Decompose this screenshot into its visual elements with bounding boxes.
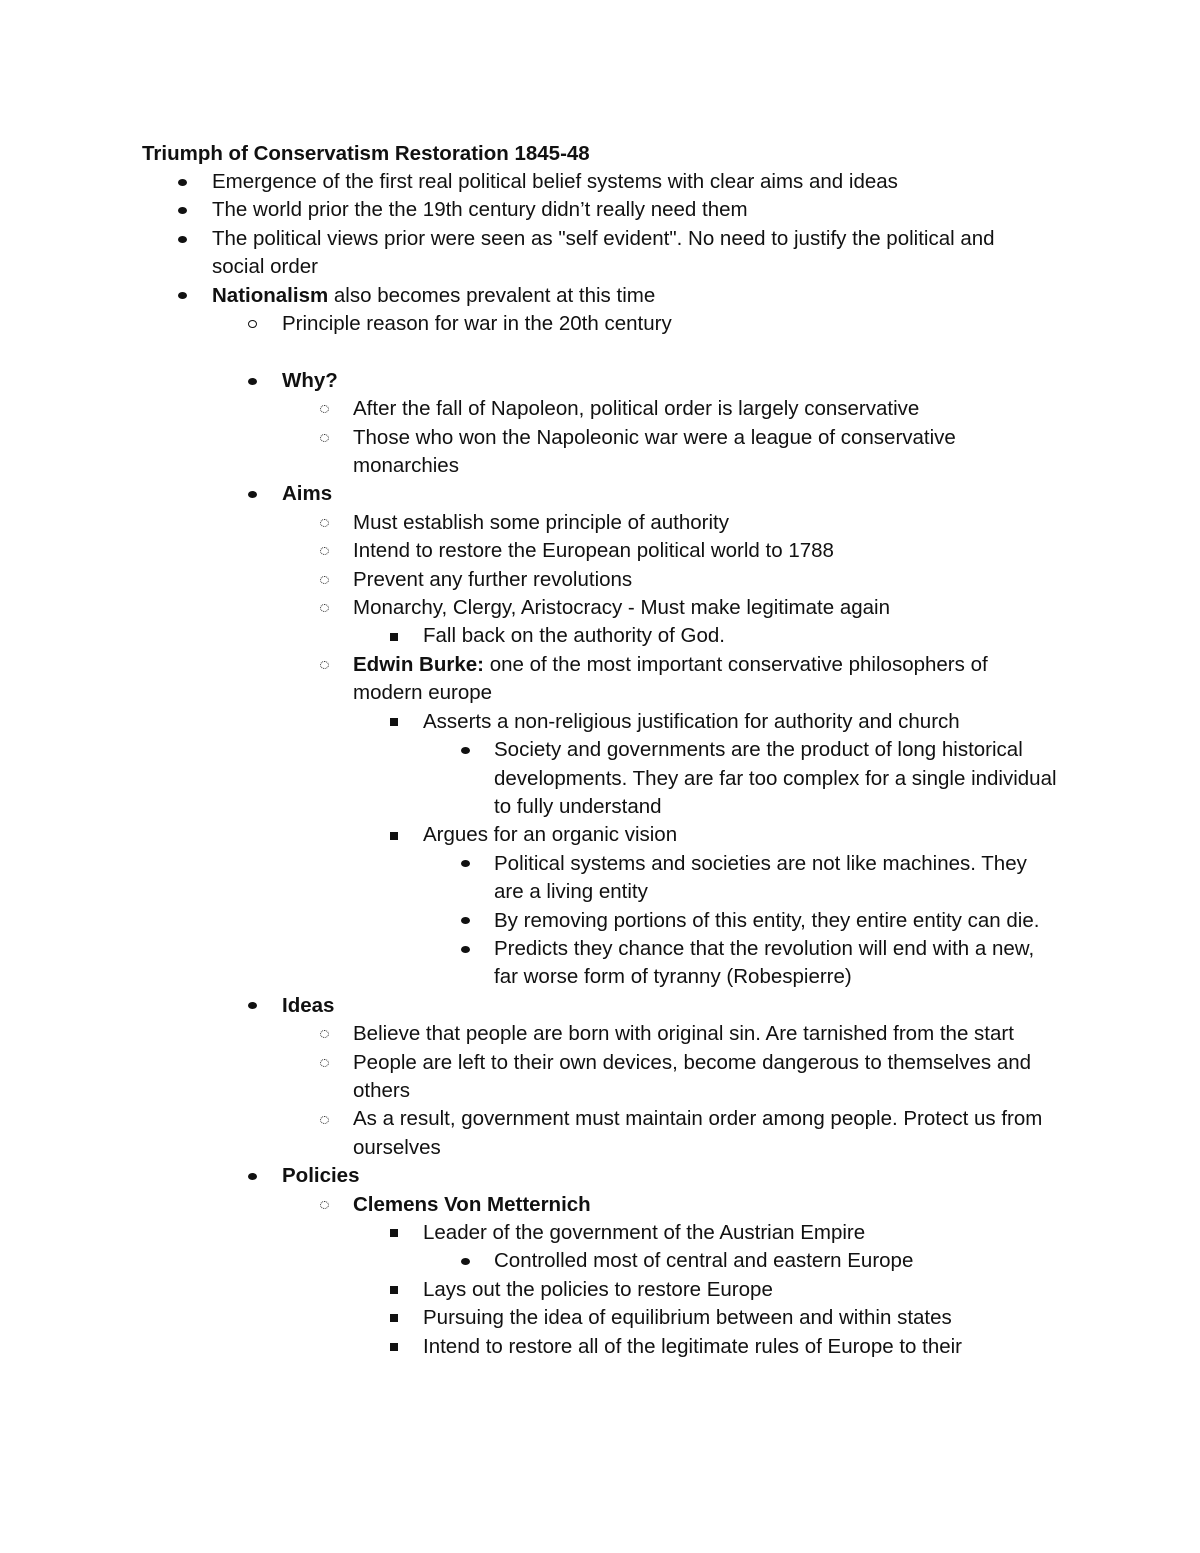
list-item [0,225,1042,282]
bullet-dotted-circle-icon [317,395,331,423]
list-item-heading: Why? [282,368,338,392]
list-item [0,594,1053,622]
list-item [0,566,1053,594]
list-item [0,282,1042,310]
list-item [0,1304,1053,1332]
list-item-text: As a result, government must maintain order among people. Protect us from ourselves [353,1107,1043,1159]
list-item-heading: Policies [282,1164,360,1188]
bullet-dotted-circle-icon [317,537,331,565]
bullet-dotted-circle-icon [317,1105,331,1133]
list-item-text: Those who won the Napoleonic war were a league of conservative monarchies [353,425,956,478]
list-item [0,395,1053,423]
list-item [0,850,1059,907]
list-item-text: one of the most important conservative philosophers of modern europe [353,652,988,705]
list-item-heading: Edwin Burke: [353,652,484,676]
list-item-text: People are left to their own devices, become dangerous to themselves and others [353,1050,1032,1102]
bullet-square-icon [387,1219,401,1247]
bullet-disc-icon [458,1247,472,1275]
list-item [0,1219,1053,1247]
bullet-disc-icon [458,907,472,935]
bullet-square-icon [387,622,401,650]
list-item-text: By removing portions of this entity, they entire entity can die. [494,908,1040,932]
list-item [0,736,1059,821]
bullet-square-icon [387,821,401,849]
list-item [0,537,1053,565]
bullet-dotted-circle-icon [317,1191,331,1219]
list-item-text: Predicts they chance that the revolution will end with a new, far worse form of tyranny (Robespierre) [494,936,1035,989]
list-item-text: Asserts a non-religious justification for authority and church [423,709,960,733]
bullet-dotted-circle-icon [317,594,331,622]
bullet-square-icon [387,1333,401,1361]
list-item-text: Monarchy, Clergy, Aristocracy - Must make legitimate again [353,596,890,620]
list-item-text: Believe that people are born with original sin. Are tarnished from the start [353,1022,1014,1046]
list-item-text: Pursuing the idea of equilibrium between and within states [423,1306,952,1330]
list-item [0,651,1053,708]
list-item-text: Political systems and societies are not like machines. They are a living entity [494,851,1027,904]
list-item [0,310,1042,338]
list-item-text: Intend to restore the European political world to 1788 [353,539,834,563]
list-item-text: Controlled most of central and eastern Europe [494,1249,914,1273]
list-item [0,622,1053,650]
bullet-dotted-circle-icon [317,424,331,452]
bullet-disc-icon [245,992,259,1020]
list-item-text: Fall back on the authority of God. [423,624,725,648]
bullet-disc-icon [245,1162,259,1190]
bullet-disc-icon [175,225,189,253]
list-item-text: Lays out the policies to restore Europe [423,1277,773,1301]
list-item-text: After the fall of Napoleon, political order is largely conservative [353,397,920,421]
list-item [0,907,1059,935]
bullet-outline [0,168,1200,1361]
bullet-disc-icon [458,736,472,764]
list-item-text: The political views prior were seen as "self evident". No need to justify the political and social order [212,226,995,279]
list-item-text: Argues for an organic vision [423,823,678,847]
list-item [0,935,1059,992]
list-item [0,1191,1053,1219]
list-item [0,821,1053,849]
list-item-text: Emergence of the first real political belief systems with clear aims and ideas [212,170,898,193]
list-item [0,1020,1053,1048]
list-item-text: Leader of the government of the Austrian Empire [423,1221,866,1245]
list-item [0,1105,1053,1162]
list-item-heading: Clemens Von Metternich [353,1192,591,1216]
list-item [0,509,1053,537]
bullet-dotted-circle-icon [317,651,331,679]
list-item [0,1333,1053,1361]
bullet-circle-icon [245,310,259,338]
list-item-text: Society and governments are the product of long historical developments. They are far too complex for a single individual to fully understand [494,738,1057,818]
bullet-dotted-circle-icon [317,1020,331,1048]
list-item [0,992,1042,1020]
bullet-disc-icon [175,196,189,224]
bullet-dotted-circle-icon [317,509,331,537]
document-title: Triumph of Conservatism Restoration 1845-48 [142,142,590,165]
list-item [0,1162,1042,1190]
bullet-dotted-circle-icon [317,1049,331,1077]
bullet-square-icon [387,1276,401,1304]
bullet-disc-icon [175,168,189,196]
list-item [0,367,1042,395]
list-item-text: Principle reason for war in the 20th century [282,312,672,336]
bullet-square-icon [387,708,401,736]
bullet-disc-icon [245,367,259,395]
bullet-disc-icon [458,935,472,963]
list-item [0,708,1053,736]
list-item-heading: Aims [282,482,333,506]
list-item [0,1247,1059,1275]
list-item-text: also becomes prevalent at this time [328,283,656,307]
list-item-text: Intend to restore all of the legitimate rules of Europe to their [423,1334,962,1358]
list-item-text: Prevent any further revolutions [353,567,633,591]
list-item [0,168,1042,196]
list-item [0,196,1042,224]
list-item-text: Must establish some principle of authority [353,510,730,534]
list-item-text: The world prior the the 19th century didn’t really need them [212,198,748,222]
bullet-disc-icon [245,480,259,508]
list-item-heading: Ideas [282,993,335,1017]
list-item [0,480,1042,508]
bullet-disc-icon [175,282,189,310]
bullet-square-icon [387,1304,401,1332]
list-item-heading: Nationalism [212,283,329,307]
bullet-dotted-circle-icon [317,566,331,594]
bullet-disc-icon [458,850,472,878]
list-item [0,1049,1053,1106]
list-item [0,424,1053,481]
list-item [0,1276,1053,1304]
